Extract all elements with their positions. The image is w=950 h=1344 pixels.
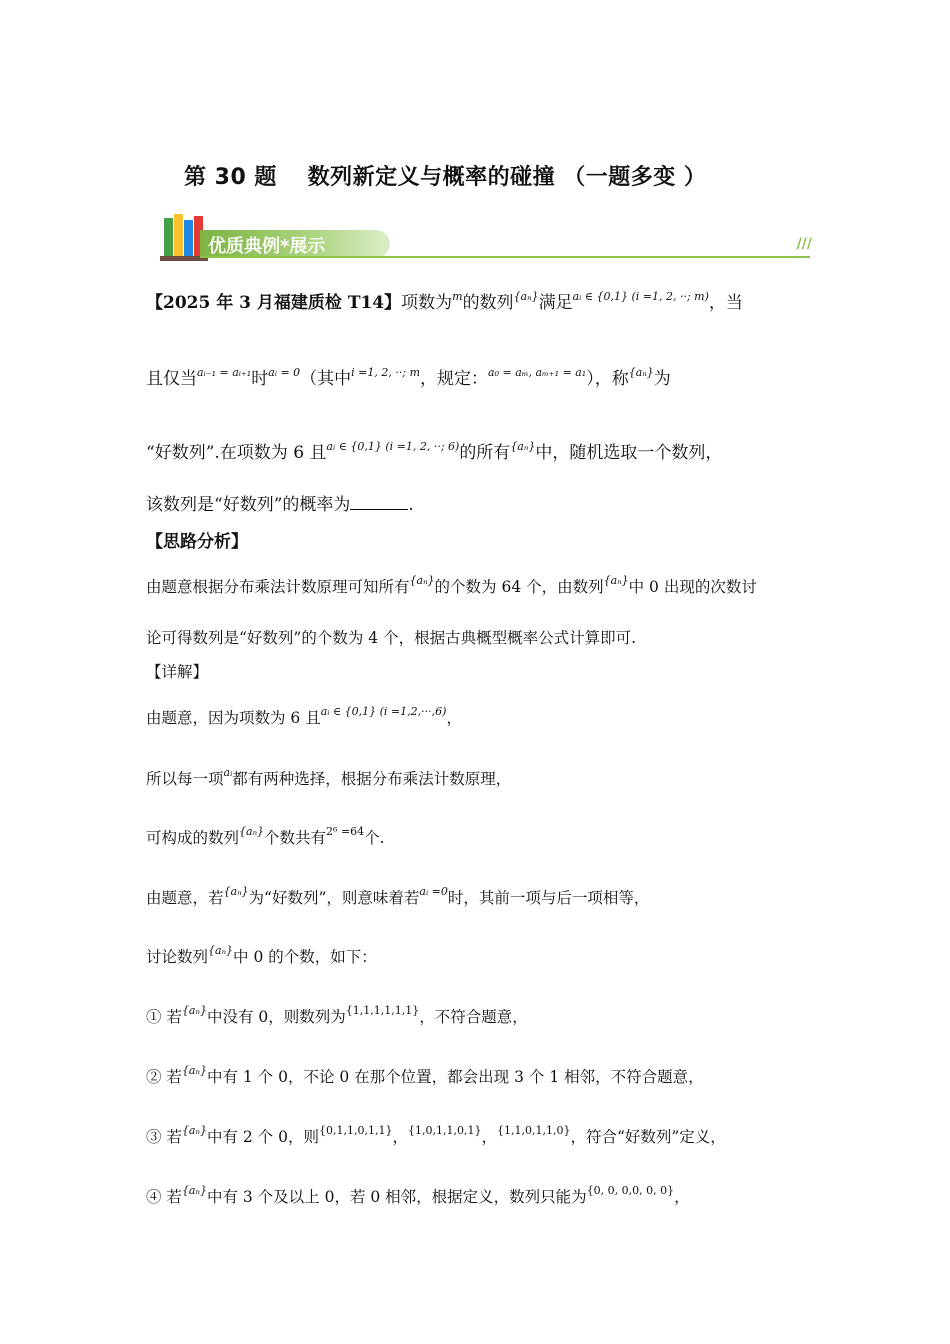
detail-line-5: 讨论数列$^{\{a_n\}}$中 0 的个数，如下： (146, 944, 377, 966)
case-2: ② 若$^{\{a_n\}}$中有 1 个 0，不论 0 在那个位置，都会出现 3 个 1 相邻，不符合题意， (146, 1064, 704, 1086)
problem-line-1: 【2025 年 3 月福建质检 T14】项数为$^m$的数列$^{\{a_n\}}$满足$^{aᵢ \in \{0,1\} (i =1, 2, \cdot\cdot; m)}$，当 (146, 290, 743, 313)
detail-heading: 【详解】 (146, 663, 209, 681)
problem-line-4: 该数列是“好数列”的概率为 . (146, 495, 414, 515)
analysis-line-1: 由题意根据分布乘法计数原理可知所有$^{\{a_n\}}$的个数为 64 个，由数列$^{\{a_n\}}$中 0 出现的次数讨 (146, 574, 757, 596)
case-1: ① 若$^{\{a_n\}}$中没有 0，则数列为$^{\{1,1,1,1,1,1\}}$，不符合题意， (146, 1004, 528, 1026)
analysis-line-2: 论可得数列是“好数列”的个数为 4 个，根据古典概型概率公式计算即可. (146, 629, 636, 647)
analysis-heading: 【思路分析】 (146, 532, 248, 552)
case-4: ④ 若$^{\{a_n\}}$中有 3 个及以上 0，若 0 相邻，根据定义，数列只能为$^{\{0, 0, 0,0, 0, 0\}}$， (146, 1184, 690, 1206)
problem-line-3: “好数列”.在项数为 6 且$^{aᵢ \in \{0,1\} (i =1, 2, \cdot\cdot; 6)}$的所有$^{\{a_n\}}$中，随机选取一个数列， (146, 440, 723, 463)
banner-mark: /// (796, 236, 812, 252)
detail-line-2: 所以每一项$^{aᵢ}$都有两种选择，根据分布乘法计数原理， (146, 766, 512, 788)
detail-line-1: 由题意，因为项数为 6 且$^{aᵢ \in \{0,1\} (i =1,2,\cdot\cdot\cdot,6)}$， (146, 705, 462, 727)
detail-line-3: 可构成的数列$^{\{a_n\}}$个数共有$^{2^6 =64}$个. (146, 825, 385, 847)
answer-blank (350, 495, 408, 510)
section-banner (160, 212, 814, 262)
problem-line-2: 且仅当$^{aᵢ_{-1} = aᵢ_{+1}}$时$^{aᵢ = 0}$（其中$^{i =1, 2, \cdot\cdot; m}$，规定：$^{a_0 = a_m, a_{m+1} = a_1}$），称$^{\{a_n\}}$为 (146, 366, 671, 389)
detail-line-4: 由题意，若$^{\{a_n\}}$为“好数列”，则意味着若$^{aᵢ =0}$时，其前一项与后一项相等， (146, 885, 650, 907)
banner-label: 优质典例*展示 (208, 236, 326, 257)
case-3: ③ 若$^{\{a_n\}}$中有 2 个 0，则$^{\{0,1,1,0,1,1\}}$，$^{\{1,0,1,1,0,1\}}$，$^{\{1,1,0,1,1,0\}}$，符合“好数列”定义， (146, 1124, 726, 1146)
page-title: 第 30 题 数列新定义与概率的碰撞 （一题多变 ） (184, 165, 707, 190)
